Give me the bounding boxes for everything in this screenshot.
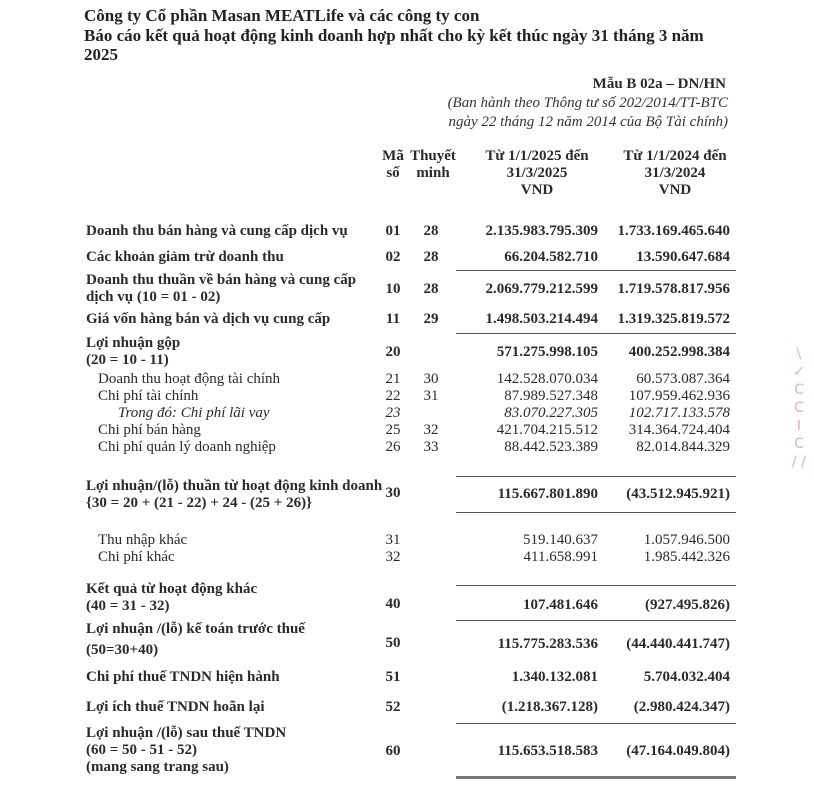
row-code: 60 [385, 743, 401, 759]
row-value-prior: 1.985.442.326 [643, 549, 730, 565]
row-value-prior: 1.733.169.465.640 [617, 223, 730, 239]
row-label-line: Kết quả từ hoạt động khác [86, 581, 258, 597]
subtotal-rule [456, 512, 736, 513]
header-text: VND [520, 182, 554, 198]
row-label: Thu nhập khác [98, 532, 188, 548]
row-label: Doanh thu hoạt động tài chính [98, 371, 281, 387]
row-label [86, 478, 382, 512]
row-value-current: 519.140.637 [523, 532, 598, 548]
column-header-note [408, 148, 458, 182]
row-label-line: Lợi nhuận/(lỗ) thuần từ hoạt động kinh doanh [86, 478, 383, 494]
row-code: 22 [385, 388, 401, 404]
row-label: Chi phí khác [98, 549, 175, 565]
row-note: 33 [423, 439, 439, 455]
row-value-prior: 1.057.946.500 [643, 532, 730, 548]
row-label: Trong đó: Chi phí lãi vay [118, 405, 270, 421]
subtotal-rule [456, 585, 736, 586]
row-value-current: 142.528.070.034 [496, 371, 598, 387]
row-label-line: Lợi nhuận /(lỗ) sau thuế TNDN [86, 725, 287, 741]
row-note: 31 [423, 388, 439, 404]
row-note: 28 [423, 223, 439, 239]
row-value-prior: 13.590.647.684 [636, 249, 730, 265]
row-code: 52 [385, 699, 401, 715]
row-code: 50 [385, 635, 401, 651]
header-text: 31/3/2024 [644, 165, 706, 181]
row-value-prior: 60.573.087.364 [636, 371, 730, 387]
row-value-current: 421.704.215.512 [496, 422, 598, 438]
row-label-line: (60 = 50 - 51 - 52) [86, 742, 198, 758]
row-label [86, 621, 305, 659]
row-code: 32 [385, 549, 401, 565]
row-label-line: (40 = 31 - 32) [86, 598, 170, 614]
row-value-prior: (927.495.826) [645, 597, 730, 613]
header-text: số [386, 165, 400, 181]
report-title-year: 2025 [84, 45, 118, 64]
row-label-line: (mang sang trang sau) [86, 759, 229, 775]
row-label-line: Doanh thu thuần về bán hàng và cung cấp [86, 272, 357, 288]
row-code: 10 [385, 281, 401, 297]
row-value-current: 83.070.227.305 [504, 405, 598, 421]
row-code: 26 [385, 439, 401, 455]
row-label: Chi phí bán hàng [98, 422, 201, 438]
row-label: Chi phí thuế TNDN hiện hành [86, 669, 280, 685]
subtotal-rule [456, 620, 736, 621]
header-text: VND [658, 182, 692, 198]
row-label [86, 725, 286, 776]
row-label-line: dịch vụ (10 = 01 - 02) [86, 289, 221, 305]
row-value-prior: 82.014.844.329 [636, 439, 730, 455]
header-text: 31/3/2025 [506, 165, 568, 181]
row-value-prior: 1.719.578.817.956 [617, 281, 730, 297]
row-label: Chi phí quản lý doanh nghiệp [98, 439, 276, 455]
form-note-line1: (Ban hành theo Thông tư số 202/2014/TT-BTC [447, 95, 728, 111]
header-text: Mã [382, 148, 404, 164]
row-code: 23 [385, 405, 401, 421]
row-value-current: 107.481.646 [523, 597, 598, 613]
row-code: 20 [385, 344, 401, 360]
subtotal-rule [456, 476, 736, 477]
row-label [86, 581, 257, 615]
row-value-current: 115.775.283.536 [497, 636, 598, 652]
report-title: Báo cáo kết quả hoạt động kinh doanh hợp nhất cho kỳ kết thúc ngày 31 tháng 3 năm [84, 26, 704, 45]
subtotal-rule [456, 270, 736, 271]
subtotal-rule [456, 333, 736, 334]
row-note: 28 [423, 281, 439, 297]
row-code: 21 [385, 371, 401, 387]
row-code: 25 [385, 422, 401, 438]
total-double-rule [456, 776, 736, 779]
row-label: Giá vốn hàng bán và dịch vụ cung cấp [86, 311, 331, 327]
row-value-prior: 1.319.325.819.572 [617, 311, 730, 327]
row-label: Các khoản giảm trừ doanh thu [86, 249, 284, 265]
header-text: Từ 1/1/2024 đến [623, 148, 727, 164]
row-note: 30 [423, 371, 439, 387]
row-value-current: 2.069.779.212.599 [485, 281, 598, 297]
row-value-current: 87.989.527.348 [504, 388, 598, 404]
row-label: Doanh thu bán hàng và cung cấp dịch vụ [86, 223, 348, 239]
row-note: 32 [423, 422, 439, 438]
row-value-current: 1.498.503.214.494 [485, 311, 598, 327]
row-value-current: 115.667.801.890 [497, 486, 598, 502]
row-code: 30 [385, 485, 401, 501]
row-code: 40 [385, 596, 401, 612]
row-value-prior: 5.704.032.404 [643, 669, 730, 685]
row-label: Lợi ích thuế TNDN hoãn lại [86, 699, 265, 715]
column-header-code [378, 148, 408, 182]
row-label-line: Lợi nhuận gộp [86, 335, 181, 351]
row-value-prior: (47.164.049.804) [626, 743, 730, 759]
row-label-line: Lợi nhuận /(lỗ) kế toán trước thuế [86, 621, 305, 637]
header-text: minh [416, 165, 450, 181]
company-name: Công ty Cổ phần Masan MEATLife và các công ty con [84, 6, 480, 25]
row-label [86, 335, 180, 369]
row-value-prior: (2.980.424.347) [633, 699, 730, 715]
row-value-current: 88.442.523.389 [504, 439, 598, 455]
row-code: 02 [385, 249, 401, 265]
header-text: Thuyết [410, 148, 456, 164]
row-value-current: 1.340.132.081 [511, 669, 598, 685]
row-value-current: 2.135.983.795.309 [485, 223, 598, 239]
form-note-line2: ngày 22 tháng 12 năm 2014 của Bộ Tài chính) [448, 114, 728, 130]
row-label-line: {30 = 20 + (21 - 22) + 24 - (25 + 26)} [86, 495, 312, 511]
header-text: Từ 1/1/2025 đến [485, 148, 589, 164]
row-value-current: 115.653.518.583 [497, 743, 598, 759]
column-header-current [462, 148, 612, 199]
row-note: 29 [423, 311, 439, 327]
row-value-prior: 107.959.462.936 [628, 388, 730, 404]
row-value-current: (1.218.367.128) [501, 699, 598, 715]
row-label-line: (50=30+40) [86, 642, 159, 658]
row-code: 51 [385, 669, 401, 685]
row-label [86, 272, 356, 306]
subtotal-rule [456, 723, 736, 724]
row-code: 31 [385, 532, 401, 548]
row-note: 28 [423, 249, 439, 265]
row-value-prior: 102.717.133.578 [628, 405, 730, 421]
margin-stamp-mark: \ ✓ C C I C / / [792, 346, 806, 470]
row-value-prior: (43.512.945.921) [626, 486, 730, 502]
column-header-prior [600, 148, 750, 199]
row-value-current: 411.658.991 [523, 549, 598, 565]
row-code: 11 [385, 311, 401, 327]
row-value-current: 571.275.998.105 [496, 344, 598, 360]
form-code: Mẫu B 02a – DN/HN [592, 76, 726, 92]
row-value-prior: 400.252.998.384 [628, 344, 730, 360]
row-value-current: 66.204.582.710 [504, 249, 598, 265]
row-value-prior: 314.364.724.404 [628, 422, 730, 438]
row-label-line: (20 = 10 - 11) [86, 352, 169, 368]
row-label: Chi phí tài chính [98, 388, 199, 404]
row-value-prior: (44.440.441.747) [626, 636, 730, 652]
row-code: 01 [385, 223, 401, 239]
